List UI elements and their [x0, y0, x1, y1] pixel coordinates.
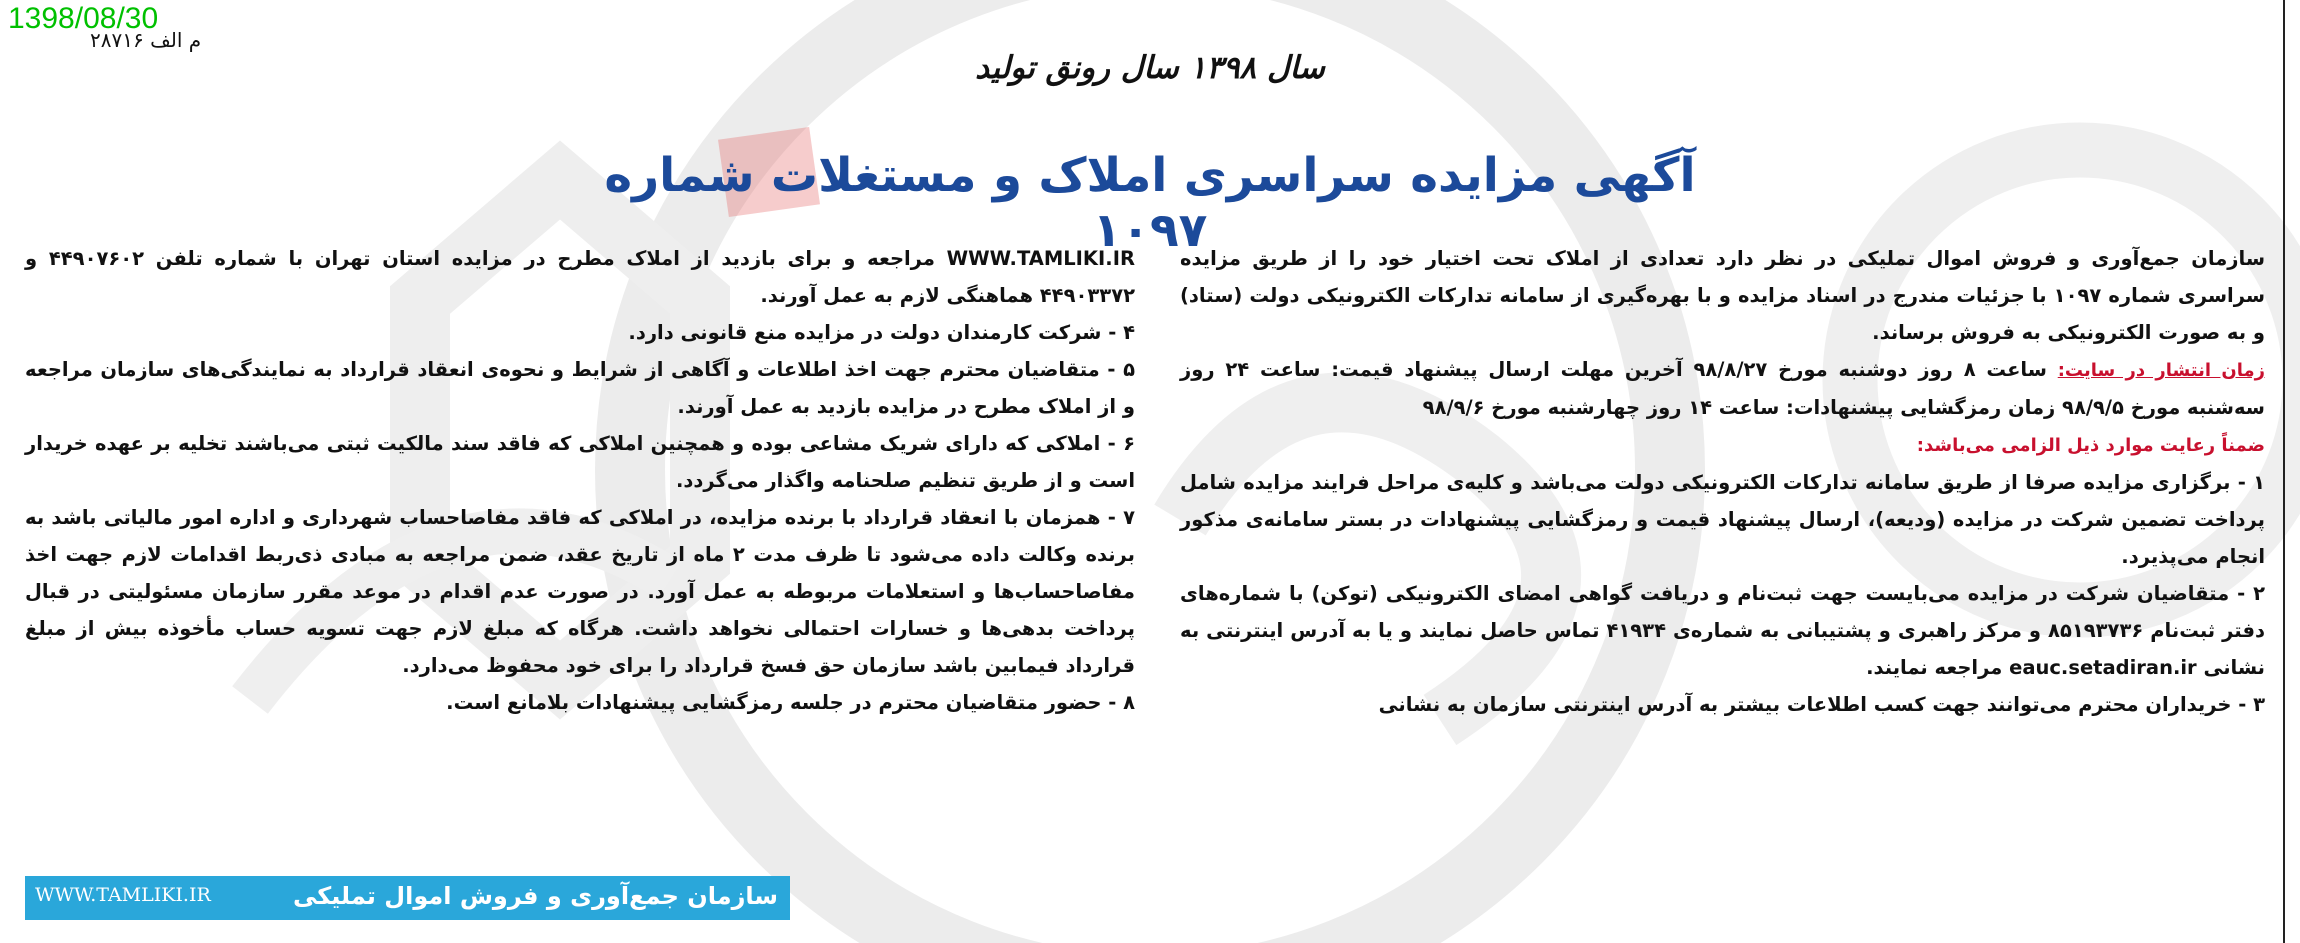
item-8: ۸ - حضور متقاضیان محترم در جلسه رمزگشایی پیشنهادات بلامانع است. — [446, 691, 1135, 714]
reference-code: م الف ۲۸۷۱۶ — [90, 28, 202, 52]
setad-site-link[interactable]: eauc.setadiran.ir — [2009, 656, 2197, 679]
mandatory-label: ضمناً رعایت موارد ذیل الزامی می‌باشد: — [1916, 435, 2265, 456]
schedule-paragraph — [1180, 351, 2265, 426]
item-2: ۲ - متقاضیان شرکت در مزایده می‌بایست جهت ثبت‌نام و دریافت گواهی امضای الکترونیکی (توکن) با شماره‌های دفتر ثبت‌نام ۸۵۱۹۳۷۳۶ و مرکز راهبری و پشتیبانی به شماره‌ی ۴۱۹۳۴ تماس حاصل نمایند و یا به آدرس اینترنتی به نشانی eauc.setadiran.ir مراجعه نمایند. — [1180, 582, 2265, 679]
page-title: آگهی مزایده سراسری املاک و مستغلات شماره ۱۰۹۷ — [604, 148, 1696, 258]
publish-label: زمان انتشار در سایت: — [2057, 360, 2265, 381]
footer-organization: سازمان جمع‌آوری و فروش اموال تملیکی — [292, 882, 778, 910]
left-column — [25, 240, 1135, 721]
footer-banner — [25, 876, 790, 920]
right-column — [1180, 240, 2265, 723]
item-7: ۷ - همزمان با انعقاد قرارداد با برنده مزایده، در املاکی که فاقد مفاصاحساب شهرداری و اداره امور مالیاتی باشد به برنده وکالت داده می‌شود تا ظرف مدت ۲ ماه از تاریخ عقد، ضمن مراجعه به مبادی ذی‌ربط اقدامات لازم جهت اخذ مفاصاحساب‌ها و استعلامات مربوطه به عمل آورد. در صورت عدم اقدام در موعد مقرر سازمان مسئولیتی در قبال پرداخت بدهی‌ها و خسارات احتمالی نخواهد داشت. هرگاه که مبلغ لازم جهت تسویه حساب مأخوذه بیش از مبلغ قرارداد فیمابین باشد سازمان حق فسخ قرارداد را برای خود محفوظ می‌دارد. — [25, 506, 1135, 677]
item-3-start: ۳ - خریداران محترم می‌توانند جهت کسب اطلاعات بیشتر به آدرس اینترنتی سازمان به نشانی — [1378, 693, 2265, 716]
item-6: ۶ - املاکی که دارای شریک مشاعی بوده و همچنین املاکی که فاقد سند مالکیت ثبتی می‌باشند تخلیه بر عهده خریدار است و از طریق تنظیم صلحنامه واگذار می‌گردد. — [25, 432, 1135, 492]
item-1: ۱ - برگزاری مزایده صرفا از طریق سامانه تدارکات الکترونیکی دولت می‌باشد و کلیه‌ی مراحل فرایند مزایده شامل پرداخت تضمین شرکت در مزایده (ودیعه)، ارسال پیشنهاد قیمت و رمزگشایی پیشنهادات در بستر سامانه‌ی مذکور انجام می‌پذیرد. — [1180, 471, 2265, 568]
page-edge-line — [2283, 0, 2285, 943]
date-stamp: 1398/08/30 — [8, 2, 159, 35]
footer-website-link[interactable]: WWW.TAMLIKI.IR — [35, 884, 211, 906]
schedule-text: ساعت ۸ روز دوشنبه مورخ ۹۸/۸/۲۷ آخرین مهلت ارسال پیشنهاد قیمت: ساعت ۲۴ روز سه‌شنبه مورخ ۹۸/۹/۵ زمان رمزگشایی پیشنهادات: ساعت ۱۴ روز چهارشنبه مورخ ۹۸/۹/۶ — [1180, 358, 2265, 419]
item-4: ۴ - شرکت کارمندان دولت در مزایده منع قانونی دارد. — [628, 321, 1135, 344]
tamliki-site-link[interactable]: WWW.TAMLIKI.IR — [946, 247, 1135, 270]
intro-paragraph: سازمان جمع‌آوری و فروش اموال تملیکی در نظر دارد تعدادی از املاک تحت اختیار خود را از طریق مزایده سراسری شماره ۱۰۹۷ با جزئیات مندرج در اسناد مزایده و با بهره‌گیری از سامانه تدارکات الکترونیکی دولت (ستاد) و به صورت الکترونیکی به فروش برساند. — [1180, 247, 2265, 344]
year-slogan: سال ۱۳۹۸ سال رونق تولید — [975, 50, 1325, 86]
item-5: ۵ - متقاضیان محترم جهت اخذ اطلاعات و آگاهی از شرایط و نحوه‌ی انعقاد قرارداد به نمایندگی‌های سازمان مراجعه و از املاک مطرح در مزایده بازدید به عمل آورند. — [25, 358, 1135, 418]
item-3-continued: WWW.TAMLIKI.IR مراجعه و برای بازدید از املاک مطرح در مزایده استان تهران با شماره تلفن ۴۴۹۰۷۶۰۲ و ۴۴۹۰۳۳۷۲ هماهنگی لازم به عمل آورند. — [25, 247, 1135, 307]
